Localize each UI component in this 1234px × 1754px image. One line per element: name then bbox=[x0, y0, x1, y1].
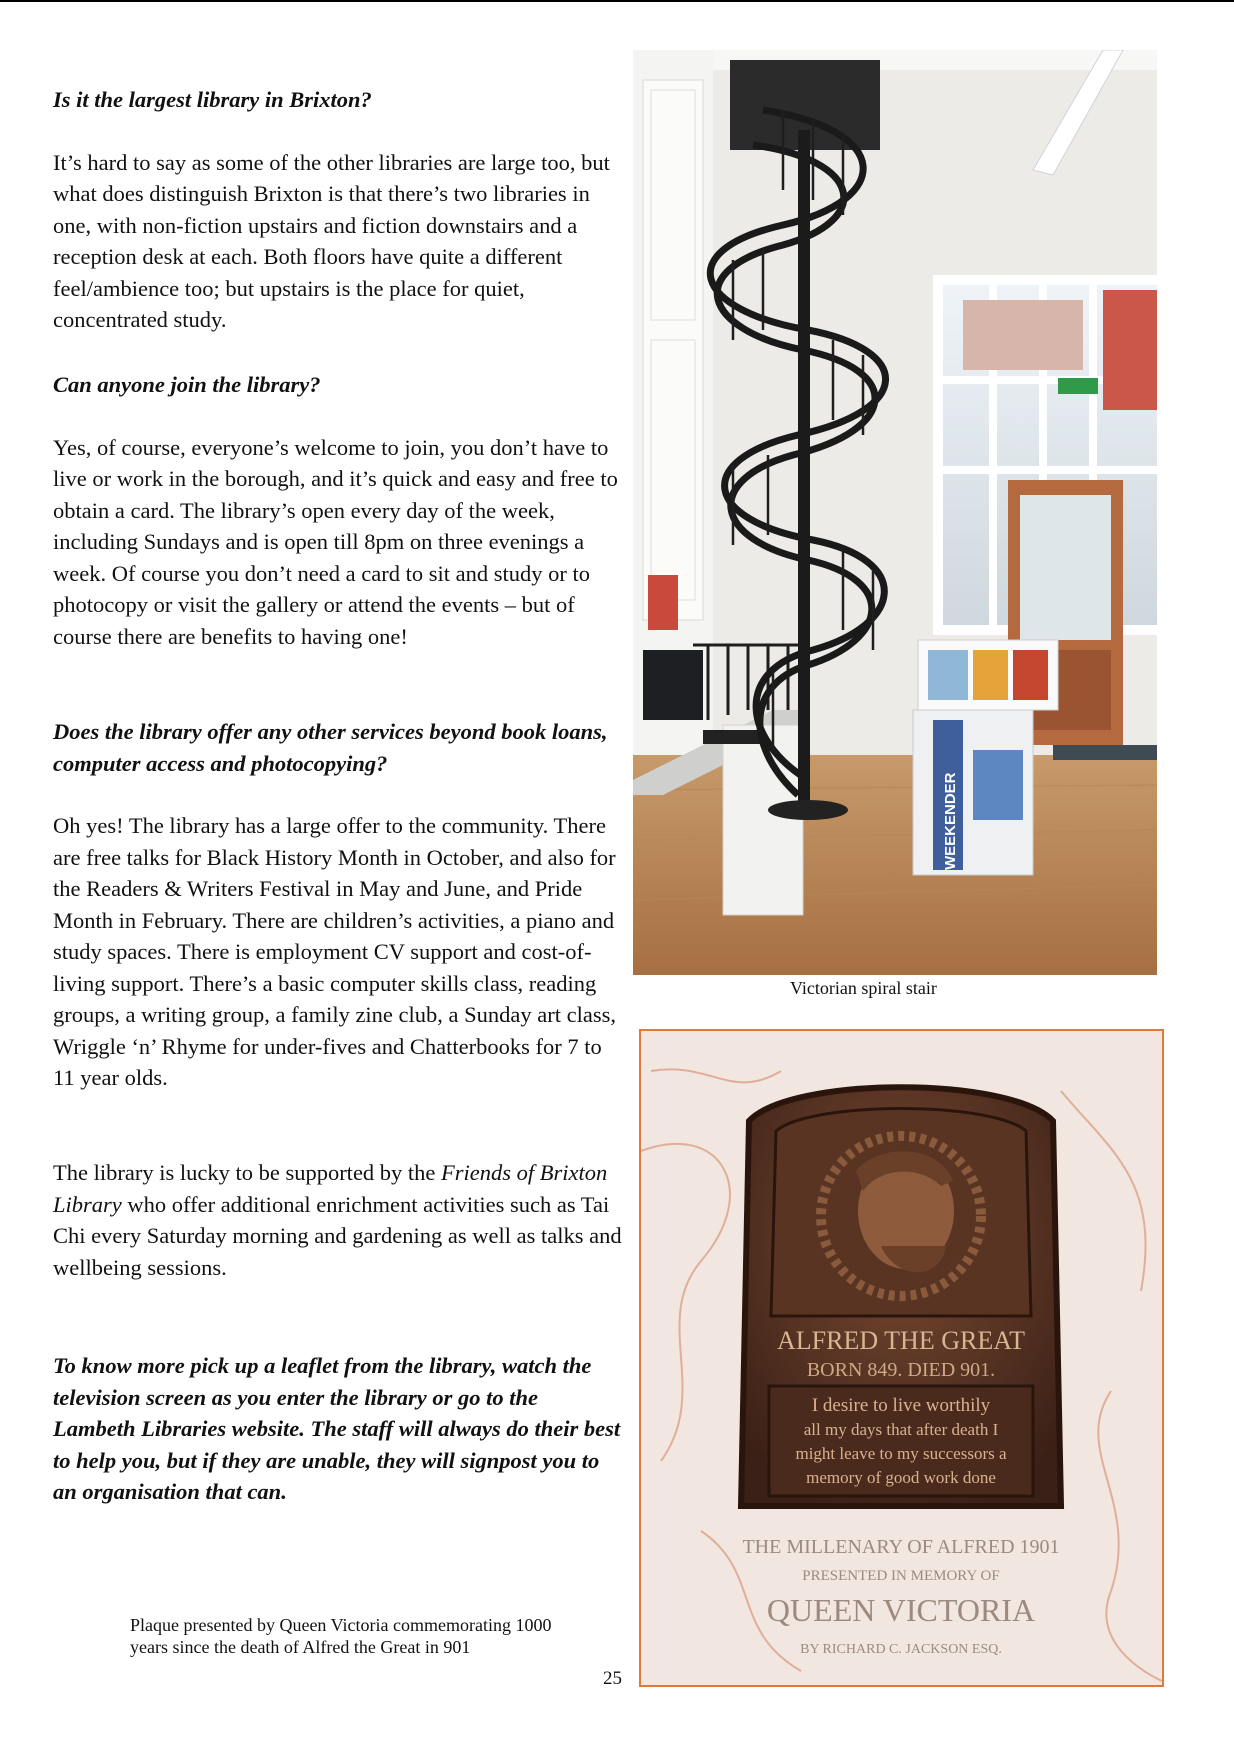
question-heading: Does the library offer any other services beyond book loans, computer access and photocopying? bbox=[53, 719, 608, 776]
closing-note bbox=[53, 1350, 623, 1508]
plaque-quote-line: all my days that after death I bbox=[803, 1420, 999, 1439]
faq-section-2 bbox=[53, 369, 623, 652]
plaque-name: ALFRED THE GREAT bbox=[777, 1326, 1025, 1355]
plaque-caption-line: Plaque presented by Queen Victoria commemorating 1000 bbox=[130, 1615, 552, 1635]
plaque-dates: BORN 849. DIED 901. bbox=[806, 1359, 996, 1381]
plaque-base-line: THE MILLENARY OF ALFRED 1901 bbox=[742, 1536, 1060, 1558]
plaque-quote-line: I desire to live worthily bbox=[811, 1395, 991, 1416]
answer-text: Yes, of course, everyone’s welcome to join, you don’t have to live or work in the borough, and it’s quick and easy and free to obtain a card. The library’s open every day of the week, including Sundays and is open till 8pm on three evenings a week. Of course you don’t need a card to sit and study or to photocopy or visit the gallery or attend the events – but of course there are benefits to having one! bbox=[53, 434, 618, 649]
page-number: 25 bbox=[603, 1668, 622, 1689]
friends-org-name: Friends of Brixton Library bbox=[53, 1160, 608, 1217]
plaque-base-line: BY RICHARD C. JACKSON ESQ. bbox=[800, 1642, 1002, 1657]
plaque-quote-line: might leave to my successors a bbox=[795, 1444, 1007, 1463]
question-heading: Is it the largest library in Brixton? bbox=[53, 87, 372, 112]
answer-text: Oh yes! The library has a large offer to the community. There are free talks for Black History Month in October, and also for the Readers & Writers Festival in May and June, and Pride Month in February. There are children’s activities, a piano and study spaces. There is employment CV support and cost-of-living support. There’s a basic computer skills class, reading groups, a writing group, a family zine club, a Sunday art class, Wriggle ‘n’ Rhyme for under-fives and Chatterbooks for 7 to 11 year olds. bbox=[53, 813, 616, 1090]
faq-section-1 bbox=[53, 84, 623, 336]
top-rule bbox=[0, 0, 1234, 2]
plaque-base-line: PRESENTED IN MEMORY OF bbox=[802, 1568, 1000, 1584]
question-heading: Can anyone join the library? bbox=[53, 372, 321, 397]
plaque-caption bbox=[130, 1614, 650, 1658]
faq-section-3 bbox=[53, 716, 623, 1094]
spiral-stair-photo bbox=[633, 50, 1157, 975]
closing-text: To know more pick up a leaflet from the library, watch the television screen as you enter the library or go to the Lambeth Libraries website. The staff will always do their best to help you, but if they are unable, they will signpost you to an organisation that can. bbox=[53, 1353, 621, 1504]
friends-paragraph bbox=[53, 1157, 623, 1283]
stair-caption: Victorian spiral stair bbox=[790, 978, 937, 998]
weekender-banner-text: WEEKENDER bbox=[942, 772, 959, 870]
plaque-caption-line: years since the death of Alfred the Great in 901 bbox=[130, 1637, 471, 1657]
plaque-quote-line: memory of good work done bbox=[806, 1468, 996, 1487]
answer-text: It’s hard to say as some of the other libraries are large too, but what does distinguish Brixton is that there’s two libraries in one, with non-fiction upstairs and fiction downstairs and a reception desk at each. Both floors have quite a different feel/ambience too; but upstairs is the place for quiet, concentrated study. bbox=[53, 149, 610, 332]
friends-text-after: who offer additional enrichment activities such as Tai Chi every Saturday morning and gardening as well as talks and wellbeing sessions. bbox=[53, 1191, 622, 1280]
plaque-base-line: QUEEN VICTORIA bbox=[766, 1592, 1036, 1628]
spiral-stair-illustration bbox=[633, 50, 1157, 975]
alfred-plaque-photo bbox=[639, 1029, 1164, 1687]
plaque-illustration bbox=[641, 1031, 1162, 1685]
friends-text-before: The library is lucky to be supported by the bbox=[53, 1160, 442, 1185]
